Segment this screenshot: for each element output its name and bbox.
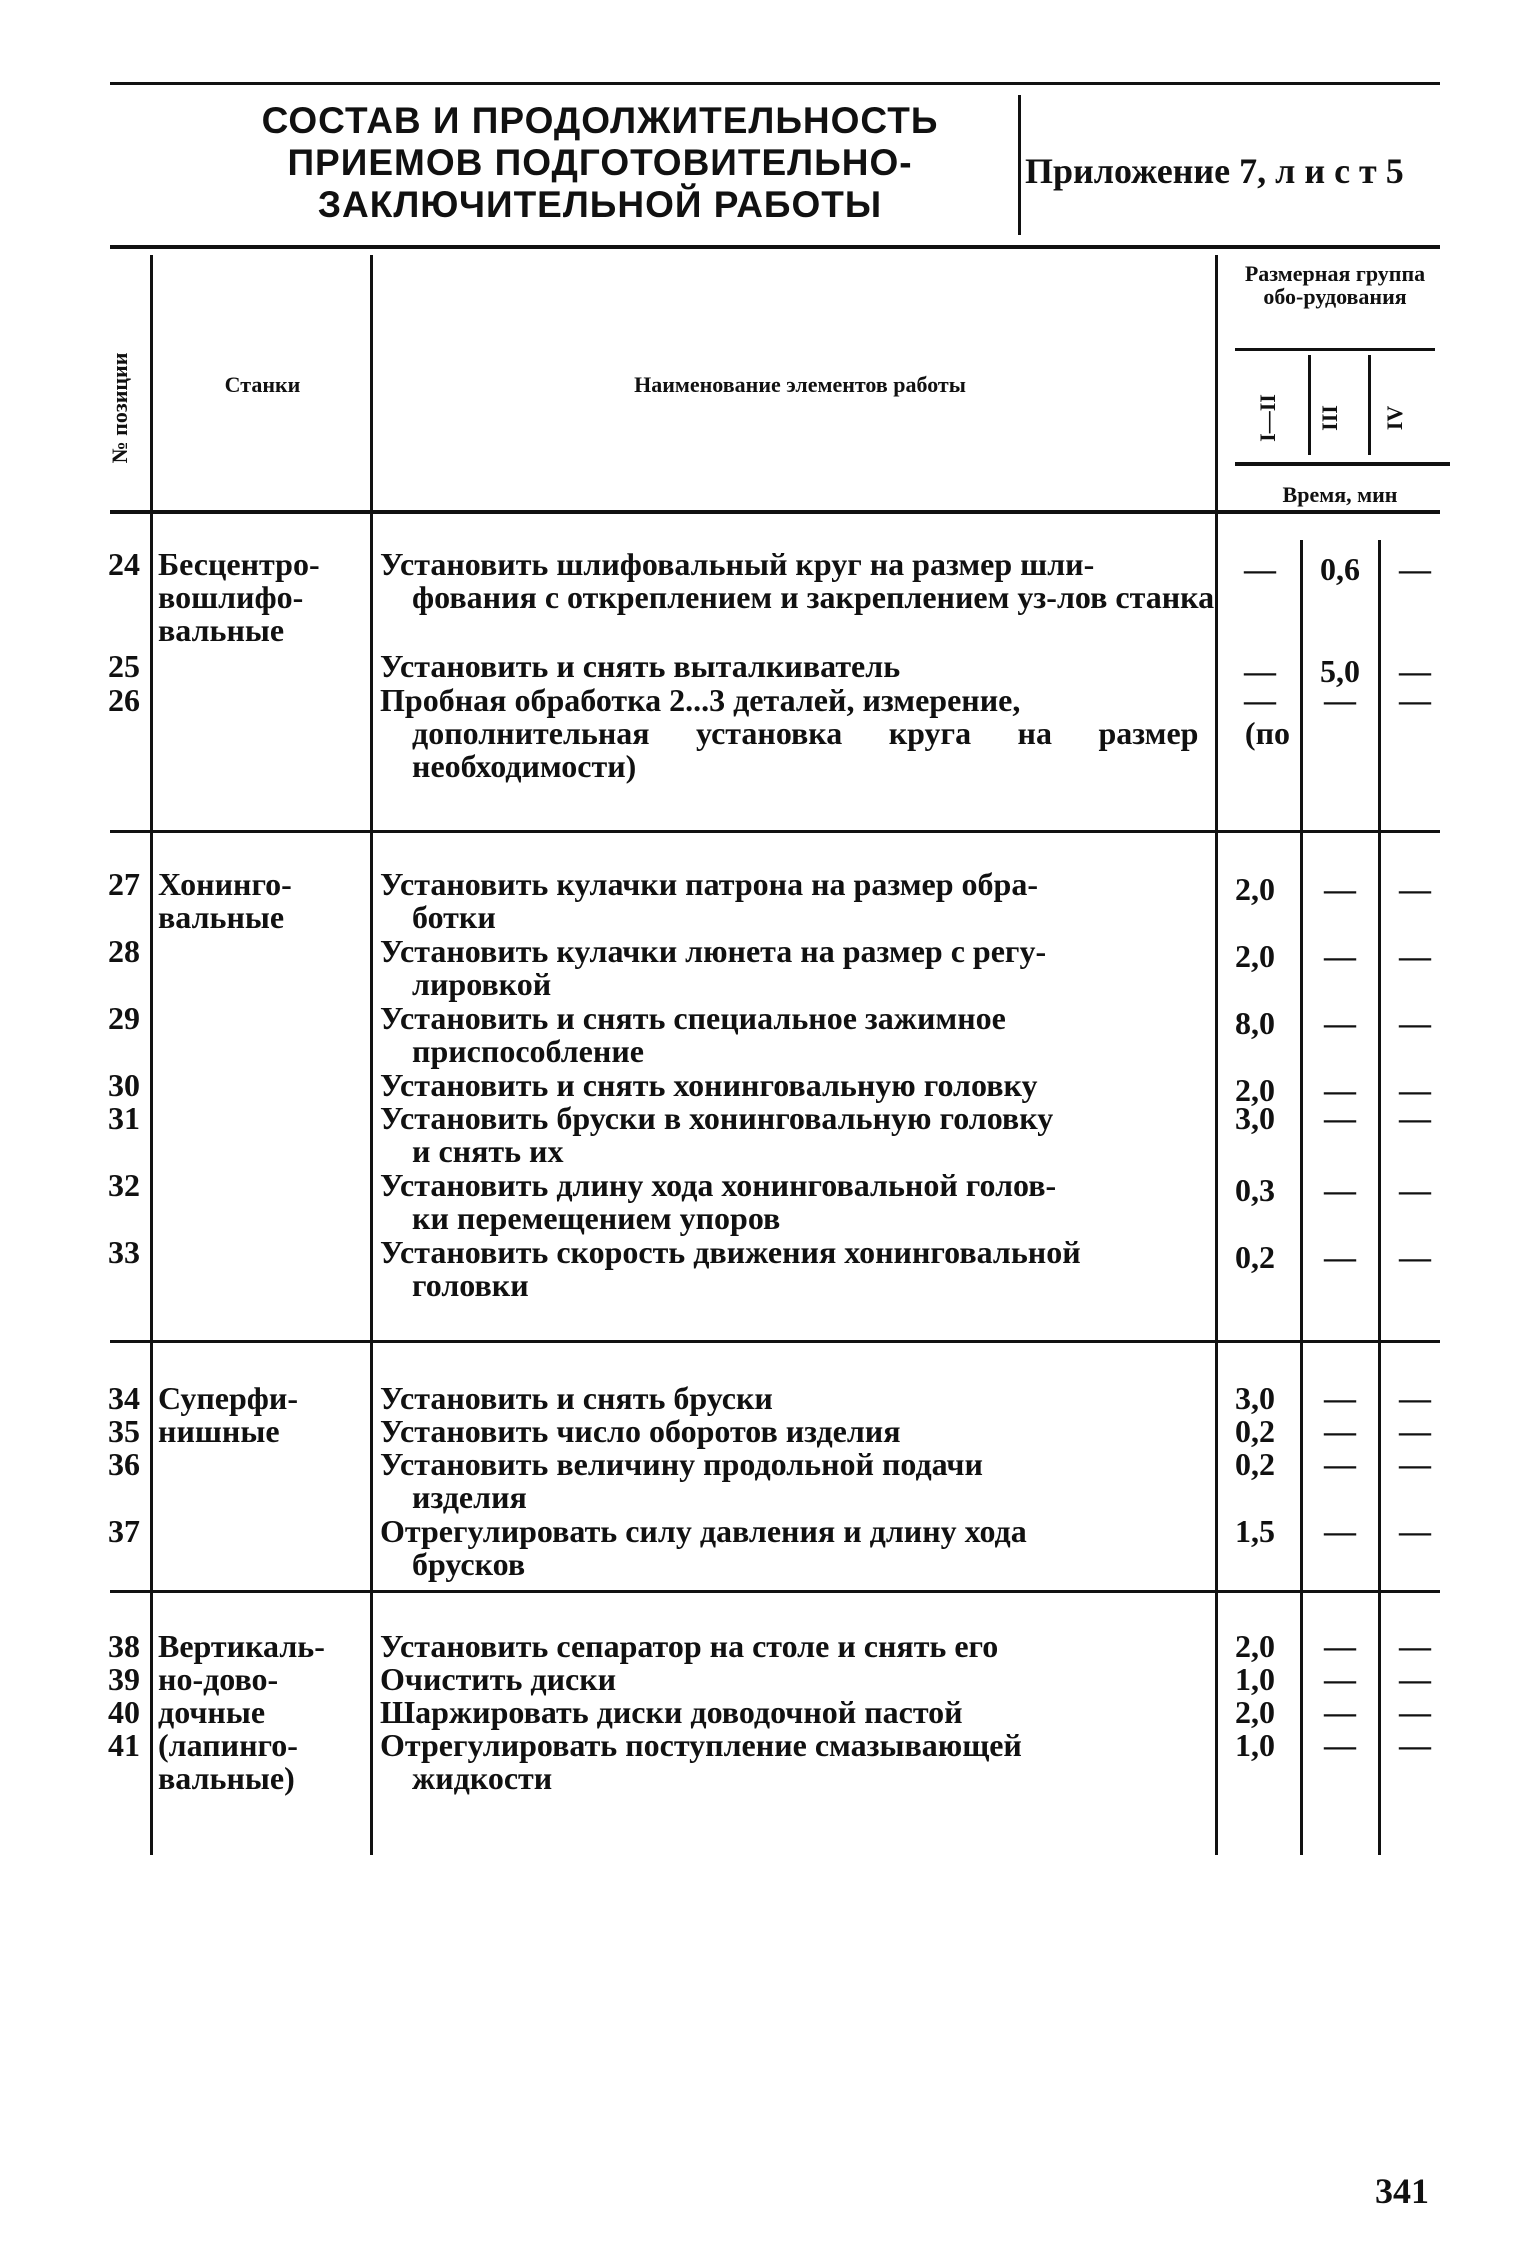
row-number: 31	[108, 1100, 140, 1136]
row-text: Отрегулировать силу давления и длину хода брусков	[380, 1513, 1027, 1582]
value-g1: 3,0	[1235, 1100, 1275, 1136]
row-text: Установить бруски в хонинговальную головку и снять их	[380, 1100, 1054, 1169]
value-g2: —	[1324, 1005, 1356, 1041]
row-number: 41	[108, 1727, 140, 1763]
machine-group-4: Вертикаль-но-дово-дочные (лапинго-вальные)	[158, 1628, 325, 1796]
value-g3: —	[1399, 1172, 1431, 1208]
value-g2: 0,6	[1320, 551, 1360, 587]
value-g1: 2,0	[1235, 1628, 1275, 1664]
row-text: Установить и снять хонинговальную головку	[380, 1067, 1038, 1103]
value-g2: —	[1324, 1446, 1356, 1482]
row-number: 28	[108, 933, 140, 969]
row-text: Шаржировать диски доводочной пастой	[380, 1694, 963, 1730]
value-g3: —	[1399, 653, 1431, 689]
title-line-1: СОСТАВ И ПРОДОЛЖИТЕЛЬНОСТЬ	[261, 100, 939, 141]
title-line-2: ПРИЕМОВ ПОДГОТОВИТЕЛЬНО-	[287, 142, 913, 183]
value-g2: —	[1324, 1694, 1356, 1730]
vr-v1	[1300, 540, 1303, 1855]
value-g1: —	[1244, 682, 1276, 718]
row-number: 27	[108, 866, 140, 902]
row-text: Установить число оборотов изделия	[380, 1413, 901, 1449]
value-g1: 3,0	[1235, 1380, 1275, 1416]
row-text: Установить шлифовальный круг на размер шли- фования с откреплением и закреплением уз-лов станка	[380, 546, 1215, 615]
row-text: Пробная обработка 2...3 деталей, измерение, дополнительная установка круга на размер (по необходимости)	[380, 682, 1290, 784]
value-g2: —	[1324, 1661, 1356, 1697]
row-number: 30	[108, 1067, 140, 1103]
row-number: 36	[108, 1446, 140, 1482]
group-sep-1	[110, 830, 1440, 833]
row-number: 25	[108, 648, 140, 684]
value-g3: —	[1399, 1239, 1431, 1275]
value-g3: —	[1399, 1694, 1431, 1730]
value-g2: —	[1324, 871, 1356, 907]
value-g3: —	[1399, 1628, 1431, 1664]
value-g3: —	[1399, 1413, 1431, 1449]
row-number: 34	[108, 1380, 140, 1416]
value-g2: —	[1324, 1100, 1356, 1136]
row-number: 38	[108, 1628, 140, 1664]
row-text: Установить и снять выталкиватель	[380, 648, 901, 684]
value-g3: —	[1399, 938, 1431, 974]
vr-machine	[370, 255, 373, 1855]
col-time: Время, мин	[1282, 482, 1398, 507]
row-number: 26	[108, 682, 140, 718]
value-g2: —	[1324, 1072, 1356, 1108]
row-text: Отрегулировать поступление смазывающей жидкости	[380, 1727, 1022, 1796]
value-g1: 0,2	[1235, 1239, 1275, 1275]
value-g1: 1,0	[1235, 1727, 1275, 1763]
title-line-3: ЗАКЛЮЧИТЕЛЬНОЙ РАБОТЫ	[317, 184, 883, 225]
value-g2: —	[1324, 1172, 1356, 1208]
value-g1: 0,2	[1235, 1446, 1275, 1482]
value-g3: —	[1399, 1072, 1431, 1108]
value-g1: 2,0	[1235, 1072, 1275, 1108]
value-g3: —	[1399, 1661, 1431, 1697]
value-g2: —	[1324, 1628, 1356, 1664]
row-text: Установить сепаратор на столе и снять его	[380, 1628, 999, 1664]
row-number: 37	[108, 1513, 140, 1549]
value-g3: —	[1399, 1005, 1431, 1041]
value-g3: —	[1399, 551, 1431, 587]
row-text: Установить скорость движения хонинговальной головки	[380, 1234, 1081, 1303]
machine-group-1: Бесцентро-вошлифо-вальные	[158, 546, 320, 648]
row-text: Установить кулачки люнета на размер с регу- лировкой	[380, 933, 1047, 1002]
row-text: Установить и снять бруски	[380, 1380, 773, 1416]
row-number: 35	[108, 1413, 140, 1449]
col-machines: Станки	[224, 372, 301, 397]
row-number: 40	[108, 1694, 140, 1730]
value-g1: —	[1244, 653, 1276, 689]
vr-num	[150, 255, 153, 1855]
top-rule	[110, 82, 1440, 85]
col-group: Размерная группа обо-рудования	[1244, 261, 1426, 309]
vr-v2	[1378, 540, 1381, 1855]
value-g2: —	[1324, 938, 1356, 974]
appendix-label: Приложение 7, л и с т 5	[1025, 151, 1404, 191]
value-g1: 0,3	[1235, 1172, 1275, 1208]
value-g3: —	[1399, 682, 1431, 718]
value-g1: 2,0	[1235, 871, 1275, 907]
row-number: 29	[108, 1000, 140, 1036]
value-g3: —	[1399, 1100, 1431, 1136]
value-g2: —	[1324, 1413, 1356, 1449]
value-g3: —	[1399, 1513, 1431, 1549]
value-g2: —	[1324, 1239, 1356, 1275]
row-number: 33	[108, 1234, 140, 1270]
value-g1: 8,0	[1235, 1005, 1275, 1041]
col-position: № позиции	[107, 352, 132, 464]
value-g3: —	[1399, 1727, 1431, 1763]
value-g1: 2,0	[1235, 1694, 1275, 1730]
machine-group-3: Суперфи-нишные	[158, 1380, 298, 1449]
value-g1: 1,5	[1235, 1513, 1275, 1549]
value-g3: —	[1399, 1446, 1431, 1482]
group-rule	[1235, 348, 1435, 351]
value-g2: —	[1324, 682, 1356, 718]
value-g2: 5,0	[1320, 653, 1360, 689]
row-text: Установить величину продольной подачи изделия	[380, 1446, 983, 1515]
value-g2: —	[1324, 1380, 1356, 1416]
value-g1: —	[1244, 551, 1276, 587]
value-g2: —	[1324, 1727, 1356, 1763]
value-g2: —	[1324, 1513, 1356, 1549]
row-text: Установить длину хода хонинговальной голов- ки перемещением упоров	[380, 1167, 1057, 1236]
page-title	[190, 100, 1010, 226]
col-g2: III	[1317, 405, 1342, 431]
col-elements: Наименование элементов работы	[634, 372, 966, 397]
group-sep-2	[110, 1340, 1440, 1343]
row-text: Установить и снять специальное зажимное приспособление	[380, 1000, 1006, 1069]
row-text: Установить кулачки патрона на размер обра- ботки	[380, 866, 1038, 935]
row-number: 24	[108, 546, 140, 582]
column-header-rule	[110, 510, 1440, 514]
value-g1: 0,2	[1235, 1413, 1275, 1449]
header-rule	[110, 245, 1440, 249]
g1-g2-divider	[1308, 355, 1311, 455]
g2-g3-divider	[1368, 355, 1371, 455]
row-number: 39	[108, 1661, 140, 1697]
time-rule	[1235, 462, 1450, 466]
machine-group-2: Хонинго-вальные	[158, 866, 292, 935]
page-number: 341	[1375, 2171, 1429, 2211]
value-g1: 1,0	[1235, 1661, 1275, 1697]
value-g3: —	[1399, 871, 1431, 907]
col-g3: IV	[1382, 405, 1407, 431]
value-g3: —	[1399, 1380, 1431, 1416]
value-g1: 2,0	[1235, 938, 1275, 974]
col-g1: I—II	[1255, 394, 1280, 442]
group-sep-3	[110, 1590, 1440, 1593]
row-text: Очистить диски	[380, 1661, 617, 1697]
row-number: 32	[108, 1167, 140, 1203]
title-divider	[1018, 95, 1021, 235]
